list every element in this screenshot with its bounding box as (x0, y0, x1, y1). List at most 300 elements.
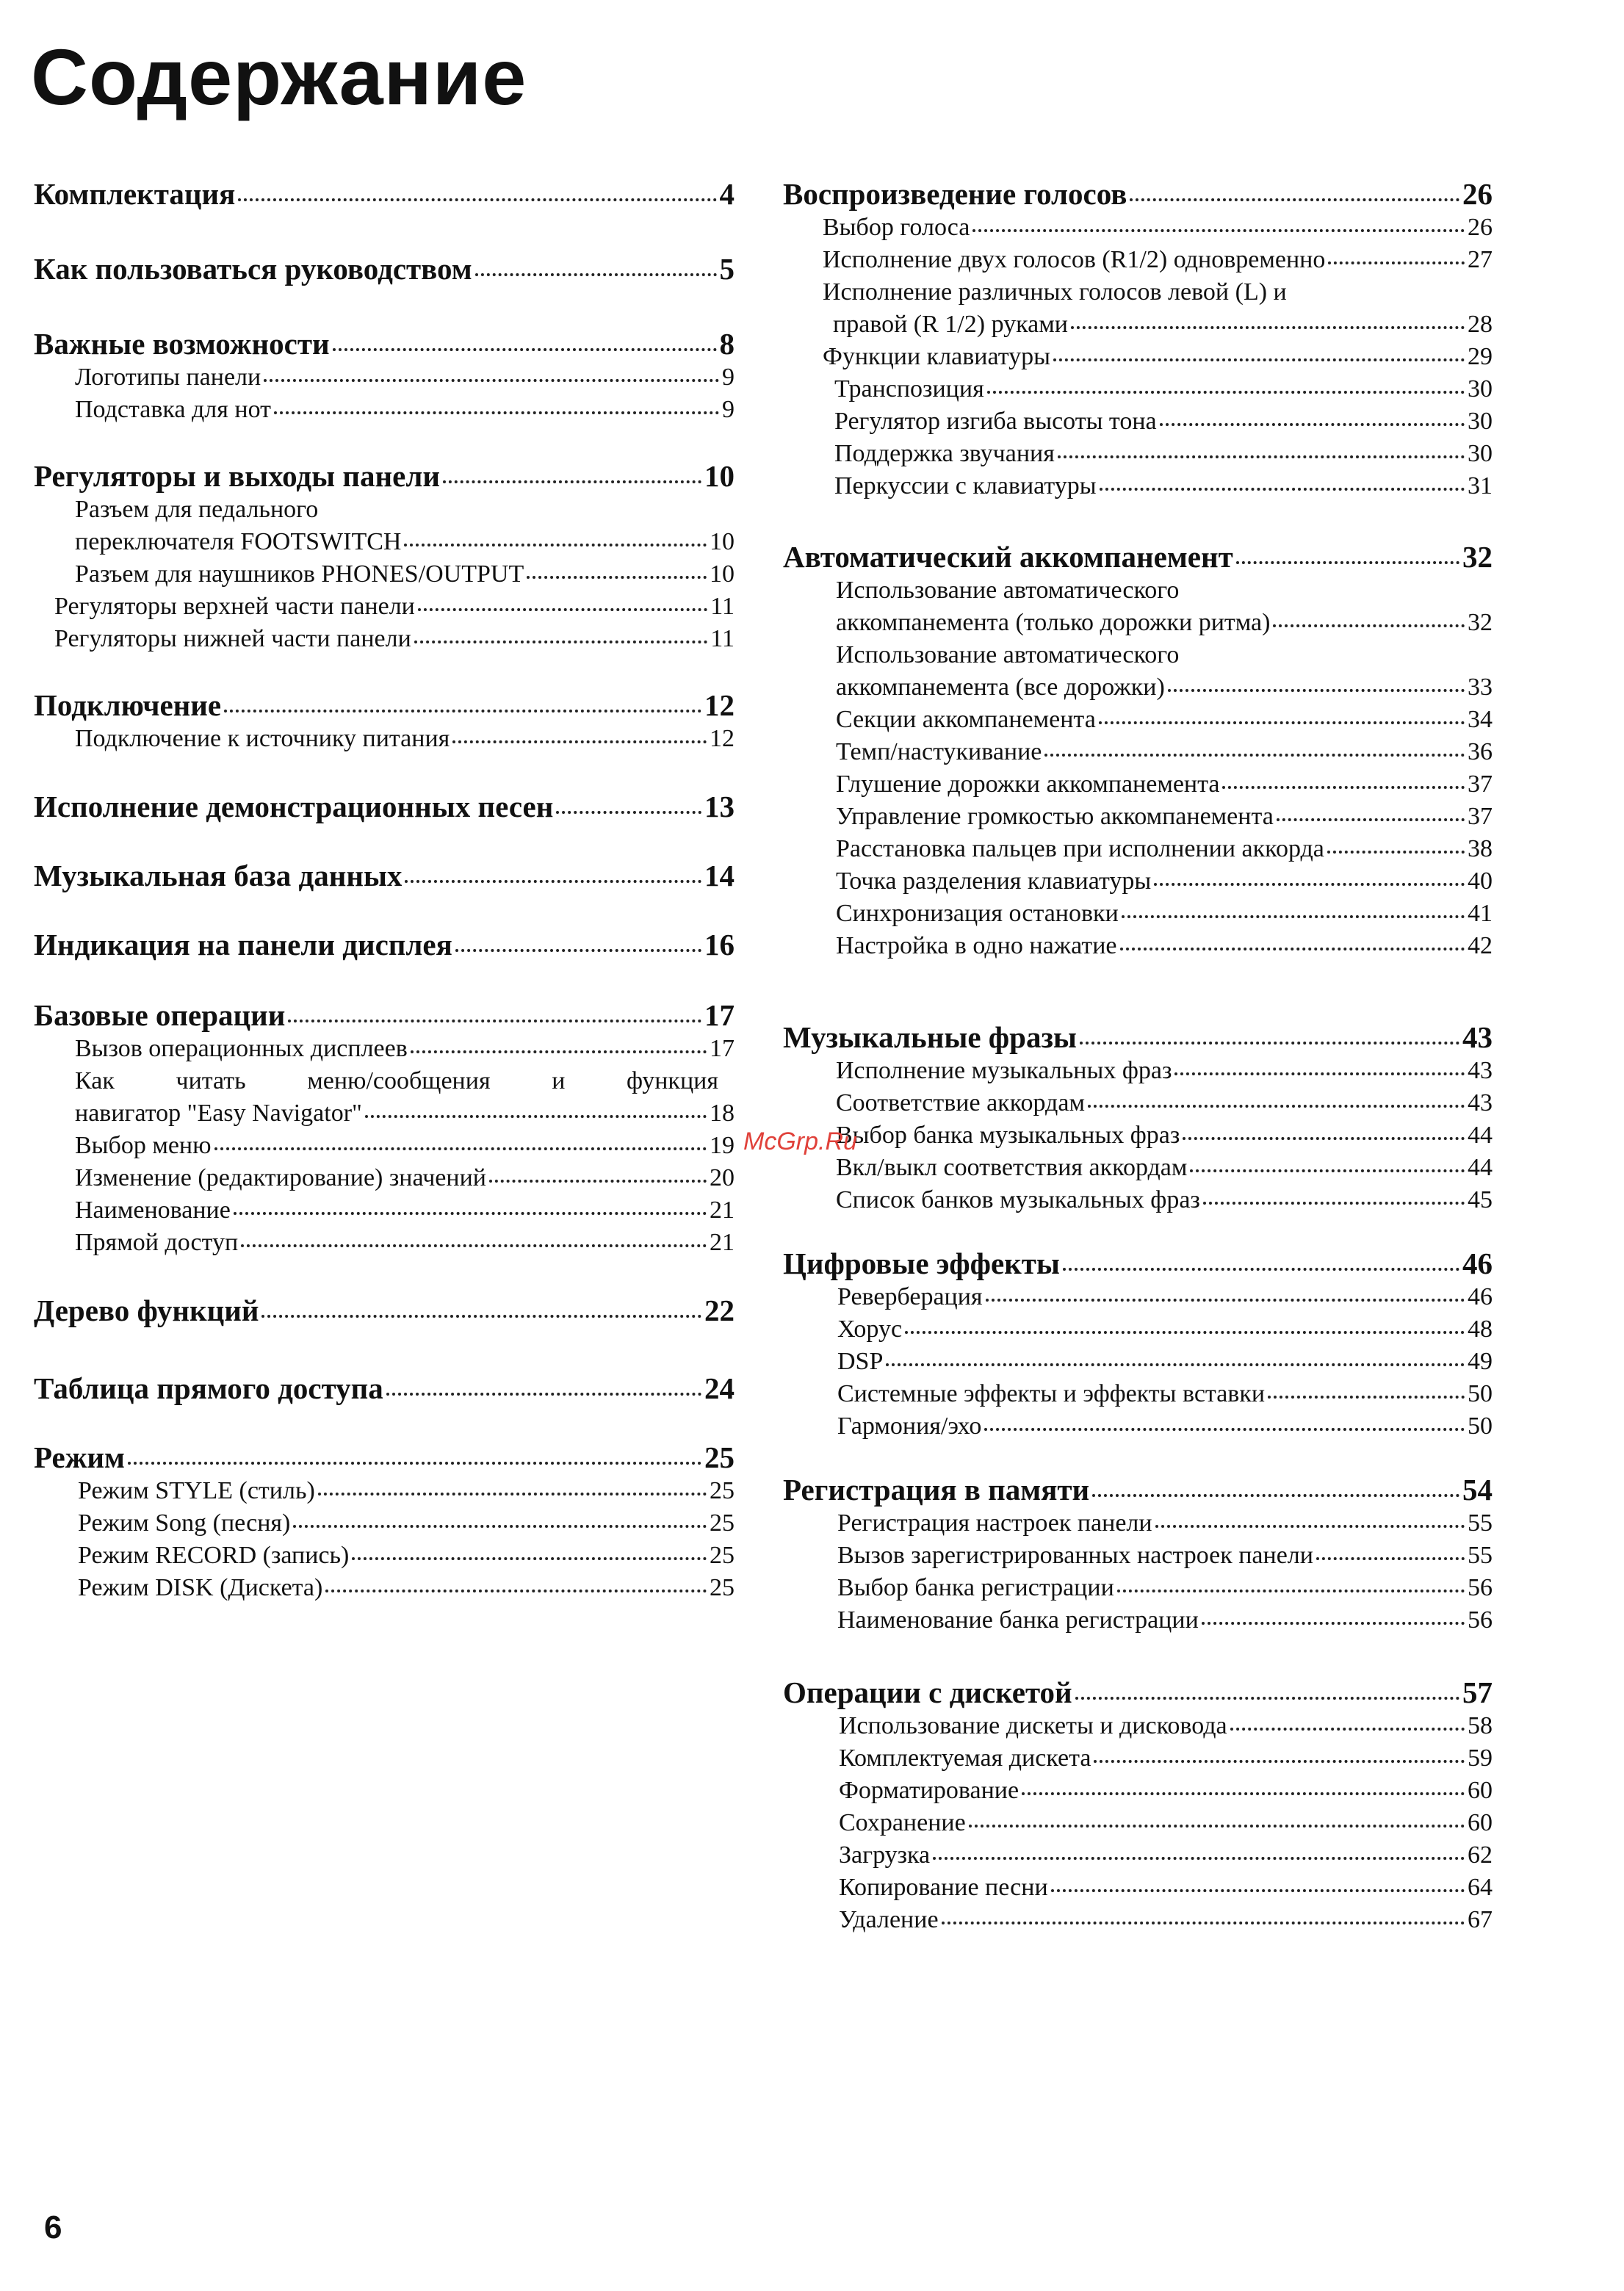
toc-item-title: Выбор банка музыкальных фраз (836, 1122, 1180, 1149)
toc-heading-page: 26 (1462, 177, 1493, 211)
toc-item[interactable] (839, 1710, 1493, 1742)
toc-item-title: Исполнение музыкальных фраз (836, 1057, 1172, 1084)
dot-leader (386, 1393, 701, 1396)
dot-leader (886, 1363, 1465, 1366)
dot-leader (1022, 1792, 1465, 1795)
dot-leader (1075, 1697, 1459, 1700)
toc-item-page: 33 (1468, 674, 1493, 701)
toc-heading-page: 5 (719, 252, 735, 286)
dot-leader (405, 880, 701, 883)
toc-item-title: Комплектуемая дискета (839, 1745, 1091, 1772)
toc-section-muzbaza (34, 858, 735, 893)
toc-heading-title: Базовые операции (34, 998, 286, 1032)
toc-item-page: 30 (1468, 408, 1493, 435)
toc-item-title: Перкуссии с клавиатуры (834, 472, 1097, 499)
dot-leader (455, 949, 701, 952)
toc-item-title: аккомпанемента (только дорожки ритма) (836, 609, 1271, 636)
toc-item[interactable] (839, 1775, 1493, 1807)
toc-item-title: Поддержка звучания (834, 440, 1055, 467)
toc-item[interactable] (836, 607, 1493, 639)
dot-leader (1071, 326, 1465, 329)
dot-leader (325, 1590, 707, 1592)
dot-leader (986, 1299, 1465, 1302)
toc-heading[interactable] (783, 1472, 1493, 1507)
toc-heading-page: 54 (1462, 1473, 1493, 1507)
dot-leader (1130, 198, 1459, 201)
toc-item-title-line[interactable]: Использование автоматического (836, 577, 1180, 604)
toc-item-title: Использование дискеты и дисковода (839, 1712, 1227, 1739)
dot-leader (1168, 689, 1465, 692)
dot-leader (288, 1020, 701, 1022)
toc-item-title: Загрузка (839, 1841, 931, 1869)
toc-item[interactable] (75, 1033, 735, 1065)
toc-item[interactable] (75, 1162, 735, 1194)
dot-leader (234, 1212, 707, 1215)
toc-item-title: Копирование песни (839, 1874, 1048, 1901)
toc-item[interactable] (836, 1119, 1493, 1152)
toc-item-page: 48 (1468, 1316, 1493, 1343)
toc-heading-page: 13 (704, 790, 735, 823)
toc-item-page: 12 (710, 725, 735, 752)
dot-leader (238, 198, 716, 201)
toc-subitems (34, 494, 735, 591)
toc-heading[interactable] (34, 458, 735, 494)
dot-leader (1080, 1042, 1459, 1045)
toc-heading[interactable] (783, 176, 1493, 212)
toc-item[interactable] (837, 1572, 1493, 1604)
dot-leader (1122, 915, 1465, 918)
toc-item[interactable] (75, 1194, 735, 1227)
toc-item[interactable] (839, 1872, 1493, 1904)
toc-heading[interactable] (34, 176, 735, 212)
toc-item-title: Секции аккомпанемента (836, 706, 1096, 733)
toc-heading[interactable] (34, 789, 735, 824)
dot-leader (1174, 1072, 1465, 1075)
toc-item-page: 29 (1468, 343, 1493, 370)
dot-leader (293, 1525, 707, 1528)
toc-item-title: Наименование банка регистрации (837, 1606, 1199, 1634)
toc-item[interactable] (836, 865, 1493, 898)
toc-left-column (34, 176, 735, 1604)
toc-section-derevo (34, 1293, 735, 1328)
dot-leader (214, 1147, 707, 1150)
dot-leader (1092, 1494, 1459, 1497)
toc-heading[interactable] (34, 927, 735, 962)
toc-item-title-line[interactable] (75, 1065, 735, 1097)
toc-heading-title: Автоматический аккомпанемент (783, 540, 1233, 574)
toc-item-page: 25 (710, 1574, 735, 1601)
toc-heading[interactable] (34, 688, 735, 723)
toc-item-title: Функции клавиатуры (823, 343, 1050, 370)
dot-leader (128, 1462, 701, 1465)
toc-heading[interactable] (34, 858, 735, 893)
toc-item[interactable] (836, 1152, 1493, 1184)
dot-leader (1222, 786, 1465, 789)
toc-heading-title: Как пользоваться руководством (34, 252, 472, 286)
toc-item-title: DSP (837, 1348, 884, 1375)
toc-item[interactable] (78, 1540, 735, 1572)
toc-item-page: 25 (710, 1477, 735, 1504)
dot-leader (1063, 1268, 1459, 1271)
toc-heading-page: 10 (704, 459, 735, 493)
toc-section-effekty (783, 1246, 1493, 1443)
toc-item-page: 50 (1468, 1380, 1493, 1407)
toc-item-page: 20 (710, 1164, 735, 1191)
dot-leader (1058, 455, 1465, 458)
toc-item[interactable] (823, 212, 1493, 244)
dot-leader (905, 1331, 1465, 1334)
toc-heading-page: 16 (704, 928, 735, 962)
toc-subitems (34, 591, 735, 655)
dot-leader (452, 740, 707, 743)
toc-section-vosproizv (783, 176, 1493, 502)
dot-leader (318, 1493, 707, 1496)
toc-item-title: Гармония/эхо (837, 1413, 982, 1440)
toc-item-page: 43 (1468, 1057, 1493, 1084)
toc-heading[interactable] (783, 1020, 1493, 1055)
toc-item-title: Подключение к источнику питания (75, 725, 450, 752)
toc-item-page: 30 (1468, 440, 1493, 467)
toc-section-podkl (34, 688, 735, 755)
toc-item-title: Вызов операционных дисплеев (75, 1035, 408, 1062)
toc-item-title: Расстановка пальцев при исполнении аккорда (836, 835, 1324, 862)
toc-item-page: 25 (710, 1509, 735, 1537)
toc-subitems (34, 1475, 735, 1604)
toc-item-title-line[interactable]: Исполнение различных голосов левой (L) и (823, 278, 1287, 306)
dot-leader (1328, 261, 1465, 264)
toc-item-title: Хорус (837, 1316, 903, 1343)
toc-item[interactable] (75, 1227, 735, 1259)
toc-item-title: Настройка в одно нажатие (836, 932, 1117, 959)
toc-item-page: 62 (1468, 1841, 1493, 1869)
toc-item[interactable] (75, 394, 735, 426)
toc-item-title: Наименование (75, 1197, 231, 1224)
toc-item-page: 32 (1468, 609, 1493, 636)
toc-heading-title: Регуляторы и выходы панели (34, 459, 440, 493)
toc-item[interactable] (833, 309, 1493, 341)
toc-item-page: 30 (1468, 375, 1493, 403)
toc-item-page: 36 (1468, 738, 1493, 765)
toc-item-page: 50 (1468, 1413, 1493, 1440)
dot-leader (1120, 948, 1465, 950)
toc-subitems (34, 1033, 735, 1259)
dot-leader (1202, 1622, 1465, 1625)
toc-item-title: Выбор меню (75, 1132, 212, 1159)
dot-leader (1117, 1590, 1465, 1592)
dot-leader (1051, 1889, 1465, 1892)
toc-item-title: Выбор голоса (823, 214, 970, 241)
toc-item[interactable] (839, 1807, 1493, 1839)
toc-word: функция (627, 1067, 718, 1094)
dot-leader (1230, 1728, 1465, 1731)
toc-item-title: Разъем для наушников PHONES/OUTPUT (75, 560, 524, 588)
toc-subitems (783, 1710, 1493, 1936)
toc-item-page: 56 (1468, 1574, 1493, 1601)
toc-heading-title: Подключение (34, 688, 222, 722)
toc-heading-page: 46 (1462, 1246, 1493, 1280)
toc-item-page: 11 (710, 593, 735, 620)
toc-item-title: Транспозиция (834, 375, 984, 403)
toc-subitems (783, 1281, 1493, 1443)
dot-leader (984, 1428, 1465, 1431)
toc-item-title: Регуляторы нижней части панели (54, 625, 411, 652)
dot-leader (1273, 624, 1465, 627)
toc-item-page: 28 (1468, 311, 1493, 338)
toc-subitems (34, 723, 735, 755)
toc-item[interactable] (78, 1507, 735, 1540)
toc-heading-page: 24 (704, 1371, 735, 1405)
toc-item-title: Форматирование (839, 1777, 1019, 1804)
dot-leader (489, 1180, 707, 1183)
toc-item[interactable] (836, 898, 1493, 930)
toc-section-disketa (783, 1675, 1493, 1936)
toc-item-page: 9 (722, 364, 735, 391)
toc-heading-title: Операции с дискетой (783, 1675, 1072, 1709)
dot-leader (443, 480, 701, 483)
toc-heading[interactable] (34, 251, 735, 286)
toc-item[interactable] (836, 768, 1493, 801)
toc-item-title: Соответствие аккордам (836, 1089, 1085, 1116)
toc-heading-title: Комплектация (34, 177, 236, 211)
toc-item[interactable] (837, 1604, 1493, 1637)
toc-item-title: Регистрация настроек панели (837, 1509, 1152, 1537)
toc-heading[interactable] (783, 539, 1493, 574)
dot-leader (418, 608, 707, 611)
toc-heading-title: Режим (34, 1440, 125, 1474)
dot-leader (224, 710, 701, 712)
dot-leader (365, 1115, 707, 1118)
toc-item[interactable] (836, 1055, 1493, 1087)
toc-item-title: Сохранение (839, 1809, 966, 1836)
toc-item-page: 55 (1468, 1542, 1493, 1569)
toc-item[interactable] (837, 1378, 1493, 1410)
toc-item-page: 43 (1468, 1089, 1493, 1116)
toc-item[interactable] (834, 405, 1493, 438)
toc-item[interactable] (836, 930, 1493, 962)
toc-heading-title: Музыкальные фразы (783, 1020, 1077, 1054)
toc-heading[interactable] (783, 1246, 1493, 1281)
toc-section-rezhim (34, 1440, 735, 1604)
toc-item[interactable] (834, 373, 1493, 405)
dot-leader (942, 1922, 1465, 1924)
toc-item[interactable] (836, 1087, 1493, 1119)
toc-item-title: Подставка для нот (75, 396, 271, 423)
toc-item[interactable] (836, 704, 1493, 736)
toc-item-page: 10 (710, 560, 735, 588)
toc-item-page: 25 (710, 1542, 735, 1569)
toc-item-title: Удаление (839, 1906, 939, 1933)
toc-heading[interactable] (34, 1440, 735, 1475)
toc-heading[interactable] (34, 326, 735, 361)
toc-heading-title: Дерево функций (34, 1294, 259, 1327)
toc-item-title: аккомпанемента (все дорожки) (836, 674, 1165, 701)
dot-leader (274, 411, 719, 414)
toc-word: Как (75, 1067, 115, 1094)
dot-leader (1094, 1760, 1465, 1763)
toc-subitems (783, 212, 1493, 502)
toc-heading-page: 12 (704, 688, 735, 722)
toc-heading-page: 57 (1462, 1675, 1493, 1709)
dot-leader (1099, 721, 1465, 724)
dot-leader (414, 641, 707, 643)
toc-right-column (783, 176, 1493, 1936)
toc-heading-page: 4 (719, 177, 735, 211)
toc-item-title: Режим RECORD (запись) (78, 1542, 350, 1569)
toc-item[interactable] (75, 361, 735, 394)
dot-leader (987, 391, 1465, 394)
toc-heading[interactable] (34, 1293, 735, 1328)
toc-item-page: 64 (1468, 1874, 1493, 1901)
toc-item-title: Режим Song (песня) (78, 1509, 291, 1537)
toc-item-page: 46 (1468, 1283, 1493, 1310)
toc-item[interactable] (836, 833, 1493, 865)
dot-leader (264, 379, 719, 382)
toc-item[interactable] (823, 244, 1493, 276)
toc-item-page: 67 (1468, 1906, 1493, 1933)
toc-item-page: 44 (1468, 1154, 1493, 1181)
toc-item-title: Реверберация (837, 1283, 983, 1310)
toc-item-title: Выбор банка регистрации (837, 1574, 1114, 1601)
toc-item-title: Системные эффекты и эффекты вставки (837, 1380, 1266, 1407)
toc-item[interactable] (837, 1410, 1493, 1443)
dot-leader (1316, 1557, 1465, 1560)
toc-item-title: Режим DISK (Дискета) (78, 1574, 323, 1601)
toc-item-page: 31 (1468, 472, 1493, 499)
toc-item-page: 60 (1468, 1809, 1493, 1836)
dot-leader (972, 229, 1465, 232)
toc-item[interactable] (837, 1281, 1493, 1313)
toc-item-title: Прямой доступ (75, 1229, 239, 1256)
toc-item-page: 9 (722, 396, 735, 423)
toc-item[interactable] (836, 671, 1493, 704)
dot-leader (933, 1857, 1465, 1860)
dot-leader (1044, 754, 1465, 757)
dot-leader (1100, 488, 1465, 491)
toc-item-title: навигатор "Easy Navigator" (75, 1100, 362, 1127)
toc-item[interactable] (837, 1507, 1493, 1540)
toc-item-title: Синхронизация остановки (836, 900, 1119, 927)
toc-item[interactable] (54, 591, 735, 623)
toc-item-page: 49 (1468, 1348, 1493, 1375)
toc-section-demo (34, 789, 735, 824)
toc-item-title: Регуляторы верхней части панели (54, 593, 415, 620)
toc-item[interactable] (823, 341, 1493, 373)
toc-item-page: 21 (710, 1197, 735, 1224)
dot-leader (1154, 883, 1465, 886)
toc-heading-title: Важные возможности (34, 327, 330, 361)
toc-item[interactable] (75, 1130, 735, 1162)
toc-item-title: Список банков музыкальных фраз (836, 1186, 1200, 1213)
toc-item[interactable] (836, 1184, 1493, 1216)
toc-item[interactable] (75, 1097, 735, 1130)
toc-item[interactable] (54, 623, 735, 655)
toc-heading-page: 22 (704, 1294, 735, 1327)
toc-item[interactable] (834, 470, 1493, 502)
toc-item-page: 38 (1468, 835, 1493, 862)
dot-leader (527, 576, 707, 579)
toc-section-regulyatory (34, 458, 735, 655)
dot-leader (1203, 1202, 1465, 1205)
toc-item-title-line[interactable]: Разъем для педального (75, 496, 319, 523)
dot-leader (261, 1315, 701, 1318)
watermark: McGrp.Ru (743, 1128, 857, 1155)
toc-item[interactable] (839, 1742, 1493, 1775)
toc-heading[interactable] (783, 1675, 1493, 1710)
toc-item-title: Изменение (редактирование) значений (75, 1164, 486, 1191)
toc-heading-title: Исполнение демонстрационных песен (34, 790, 554, 823)
toc-item-title: Вкл/выкл соответствия аккордам (836, 1154, 1188, 1181)
toc-item-page: 42 (1468, 932, 1493, 959)
toc-item[interactable] (837, 1346, 1493, 1378)
toc-item[interactable] (834, 438, 1493, 470)
toc-heading-page: 32 (1462, 540, 1493, 574)
toc-item-title: Исполнение двух голосов (R1/2) одновременно (823, 246, 1326, 273)
toc-item[interactable] (78, 1475, 735, 1507)
toc-item[interactable] (837, 1540, 1493, 1572)
toc-subitems (34, 361, 735, 426)
toc-item-page: 37 (1468, 771, 1493, 798)
toc-subitems (823, 309, 1493, 341)
toc-item-title: Вызов зарегистрированных настроек панели (837, 1542, 1313, 1569)
dot-leader (1053, 358, 1465, 361)
toc-heading-page: 43 (1462, 1020, 1493, 1054)
dot-leader (556, 811, 701, 814)
toc-heading[interactable] (34, 997, 735, 1033)
toc-item[interactable] (78, 1572, 735, 1604)
toc-item[interactable] (836, 801, 1493, 833)
toc-heading-title: Таблица прямого доступа (34, 1371, 383, 1405)
dot-leader (475, 273, 717, 276)
toc-section-indikacia (34, 927, 735, 962)
page-number: 6 (44, 2209, 62, 2245)
dot-leader (1190, 1169, 1465, 1172)
toc-item[interactable] (839, 1904, 1493, 1936)
toc-item-title-line[interactable]: Использование автоматического (836, 641, 1180, 668)
toc-section-frazy (783, 1020, 1493, 1216)
dot-leader (333, 348, 717, 351)
toc-heading[interactable] (34, 1371, 735, 1406)
toc-item-title: Регулятор изгиба высоты тона (834, 408, 1157, 435)
toc-item-title: Логотипы панели (75, 364, 261, 391)
dot-leader (1327, 851, 1465, 854)
toc-item[interactable] (837, 1313, 1493, 1346)
toc-subitems (823, 373, 1493, 502)
dot-leader (1236, 561, 1459, 564)
toc-item-page: 44 (1468, 1122, 1493, 1149)
toc-item[interactable] (839, 1839, 1493, 1872)
toc-item-title: Точка разделения клавиатуры (836, 867, 1152, 895)
toc-item-title: Управление громкостью аккомпанемента (836, 803, 1274, 830)
toc-subitems (783, 1507, 1493, 1637)
toc-word: и (552, 1067, 566, 1094)
toc-item-page: 18 (710, 1100, 735, 1127)
toc-item-page: 27 (1468, 246, 1493, 273)
toc-item-title: правой (R 1/2) руками (833, 311, 1068, 338)
toc-item-page: 10 (710, 528, 735, 555)
dot-leader (404, 544, 707, 546)
toc-heading-page: 17 (704, 998, 735, 1032)
dot-leader (1155, 1525, 1465, 1528)
toc-item[interactable] (75, 558, 735, 591)
toc-item[interactable] (75, 723, 735, 755)
toc-item[interactable] (75, 526, 735, 558)
dot-leader (1088, 1105, 1465, 1108)
toc-item-page: 34 (1468, 706, 1493, 733)
toc-section-kak (34, 251, 735, 286)
toc-item[interactable] (836, 736, 1493, 768)
toc-section-tablica (34, 1371, 735, 1406)
toc-word: читать (176, 1067, 246, 1094)
